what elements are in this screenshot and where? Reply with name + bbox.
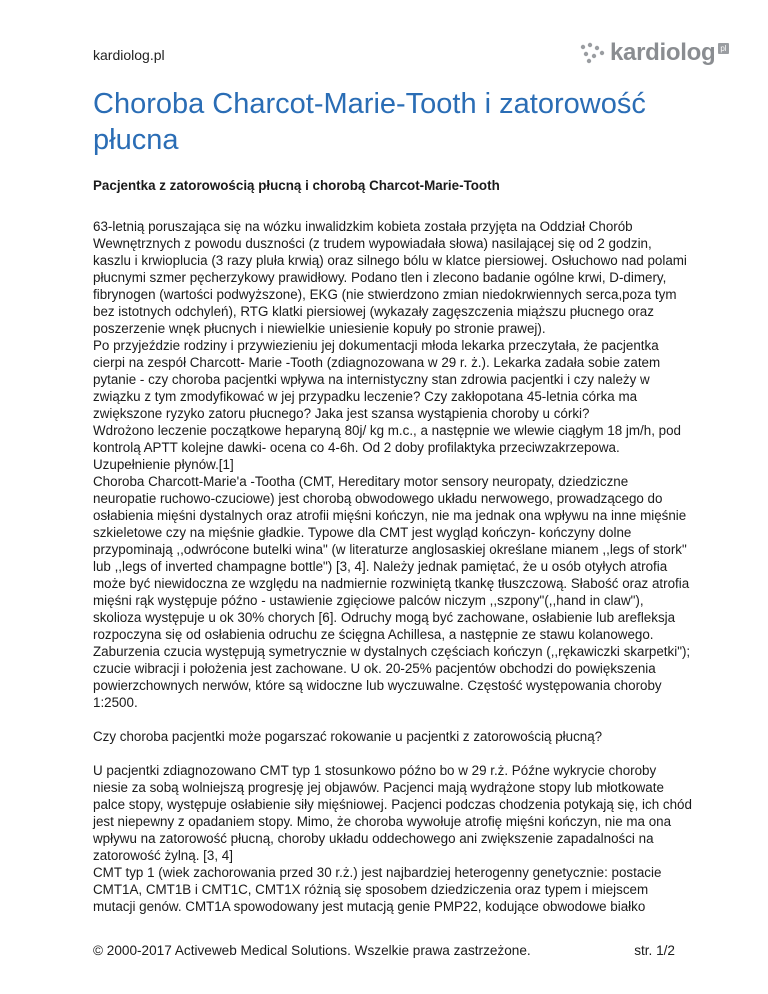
paragraph: CMT typ 1 (wiek zachorowania przed 30 r.ż.) jest najbardziej heterogenny genetycznie: postacie CMT1A, CMT1B i CMT1C, CMT1X różnią się sposobem dziedziczenia oraz typem i miejscem mutacji genów. CMT1A spowodowany jest mutacją genie PMP22, kodujące obwodowe białko: [93, 865, 662, 914]
paragraph: Choroba Charcott-Marie'a -Tootha (CMT, Hereditary motor sensory neuropaty, dziedziczne neuropatie ruchowo-czuciowe) jest chorobą obwodowego układu nerwowego, prowadzącego do osłabienia mięśni dystalnych oraz atrofii mięśni kończyn, nie ma jednak ona wpływu na inne mięśnie szkieletowe czy na mięśnie gładkie. Typowe dla CMT jest wygląd kończyn- kończyny dolne przypominają ,,odwrócone butelki wina" (w literaturze anglosaskiej określane mianem ,,legs of stork" lub ,,legs of inverted champagne bottle") [3, 4]. Należy jednak pamiętać, że u osób otyłych atrofia może być niewidoczna ze względu na nadmiernie rozwiniętą tkankę tłuszczową. Słabość oraz atrofia mięśni rąk występuje późno - ustawienie zgięciowe palców niczym ,,szpony"(,,hand in claw"), skolioza występuje u ok 30% chorych [6]. Odruchy mogą być zachowane, osłabienie lub arefleksja rozpoczyna się od osłabienia odruchu ze ścięgna Achillesa, a następnie ze stawu kolanowego. Zaburzenia czucia występują symetrycznie w dystalnych częściach kończyn (,,rękawiczki skarpetki"); czucie wibracji i położenia jest zachowane. U ok. 20-25% pacjentów obchodzi do powiększenia powierzchownych nerwów, które są widoczne lub wyczuwalne. Częstość występowania choroby 1:2500.: [93, 474, 691, 710]
page-number: str. 1/2: [634, 943, 675, 958]
logo-badge: pl: [720, 43, 727, 53]
paragraph: Po przyjeździe rodziny i przywiezieniu jej dokumentacji młoda lekarka przeczytała, że pacjentka cierpi na zespół Charcott- Marie -Tooth (zdiagnozowana w 29 r. ż.). Lekarka zadała sobie zatem pytanie - czy choroba pacjentki wpływa na internistyczny stan zdrowia pacjentki i czy należy w związku z tym zmodyfikować w jej przypadku leczenie? Czy zakłopotana 45-letnia córka ma zwiększone ryzyko zatoru płucnego? Jaka jest szansa wystąpienia choroby u córki?: [93, 338, 661, 421]
copyright-text: © 2000-2017 Activeweb Medical Solutions. Wszelkie prawa zastrzeżone.: [93, 943, 531, 958]
paragraph: 63-letnią poruszająca się na wózku inwalidzkim kobieta została przyjęta na Oddział Chorób Wewnętrznych z powodu duszności (z trudem wypowiadała słowa) nasilającej się od 2 godzin, kaszlu i krwioplucia (3 razy pluła krwią) oraz silnego bólu w klatce piersiowej. Osłuchowo nad polami płucnymi szmer pęcherzykowy prawidłowy. Podano tlen i zlecono badanie ogólne krwi, D-dimery, fibrynogen (wartości podwyższone), EKG (nie stwierdzono zmian niedokrwiennych serca,poza tym bez istotnych odchyleń), RTG klatki piersiowej (wykazały zagęszczenia miąższu płucnego oraz poszerzenie wnęk płucnych i niewielkie uniesienie kopuły po stronie prawej).: [93, 219, 687, 336]
question-paragraph: Czy choroba pacjentki może pogarszać rokowanie u pacjentki z zatorowością płucną?: [93, 729, 603, 744]
kardiolog-logo[interactable]: [580, 41, 729, 65]
article-subtitle: Pacjentka z zatorowością płucną i chorobą Charcot-Marie-Tooth: [93, 178, 500, 193]
paragraph: U pacjentki zdiagnozowano CMT typ 1 stosunkowo późno bo w 29 r.ż. Późne wykrycie choroby niesie za sobą wolniejszą progresję jej objawów. Pacjenci mają wydrążone stopy lub młotkowate palce stopy, występuje osłabienie siły mięśniowej. Pacjenci podczas chodzenia potykają się, ich chód jest niepewny z opadaniem stopy. Mimo, że choroba wywołuje atrofię mięśni kończyn, nie ma ona wpływu na zatorowość płucną, choroby układu oddechowego ani zwiększenie zapadalności na zatorowość żylną. [3, 4]: [93, 763, 692, 863]
article-body: [93, 218, 693, 915]
site-url: kardiolog.pl: [93, 47, 165, 63]
page-footer: [93, 943, 675, 958]
article-title: Choroba Charcot-Marie-Tooth i zatorowość płucna: [93, 88, 646, 156]
logo-dots-icon: [580, 41, 606, 65]
logo-text: kardiolog: [610, 39, 716, 66]
paragraph: Wdrożono leczenie początkowe heparyną 80j/ kg m.c., a następnie we wlewie ciągłym 18 jm/h, pod kontrolą APTT kolejne dawki- ocena co 4-6h. Od 2 doby profilaktyka przeciwzakrzepowa. Uzupełnienie płynów.[1]: [93, 423, 682, 472]
